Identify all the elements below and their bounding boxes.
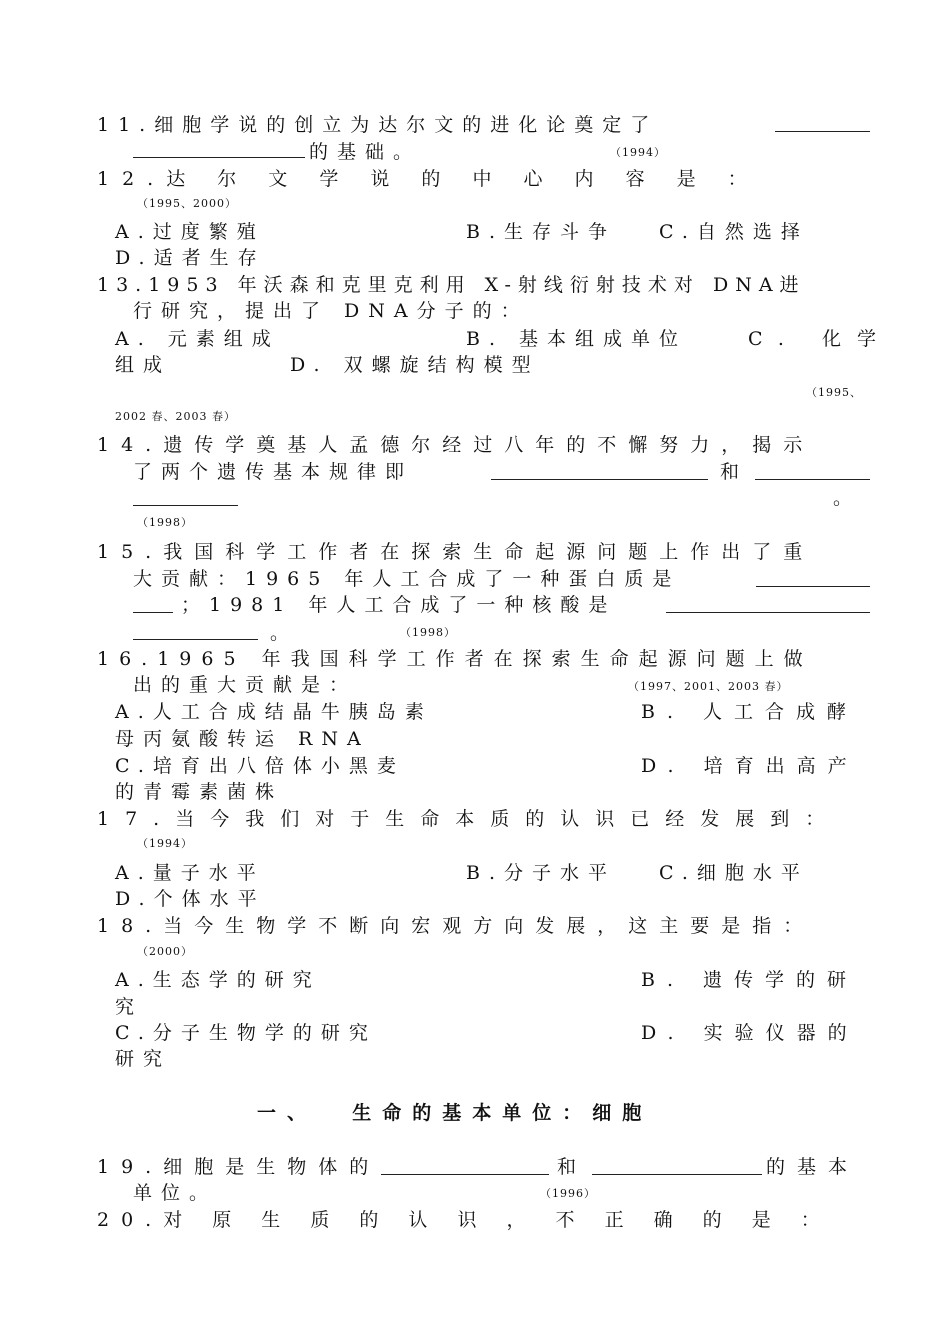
q19-blank-2 xyxy=(592,1174,762,1175)
q18-option-d-part1: D. 实验仪器的 xyxy=(641,1022,859,1044)
q11-line1: 11.细胞学说的创立为达尔文的进化论奠定了 xyxy=(97,114,659,136)
q18-year: （2000） xyxy=(137,945,193,958)
q11-blank-1 xyxy=(775,131,870,132)
q13-year-2: 2002 春、2003 春） xyxy=(115,410,236,423)
q14-line2: 了两个遗传基本规律即 xyxy=(133,461,414,483)
q15-blank-3 xyxy=(666,612,870,613)
q16-option-b-part1: B. 人工合成酵 xyxy=(641,701,859,723)
q16-year: （1997、2001、2003 春） xyxy=(628,680,789,693)
q12-option-b: B.生存斗争 xyxy=(466,221,617,243)
q17-option-d: D.个体水平 xyxy=(115,888,266,910)
q14-line1: 14.遗传学奠基人孟德尔经过八年的不懈努力，揭示 xyxy=(97,434,815,456)
q16-option-d-part2: 的青霉素菌株 xyxy=(115,781,284,803)
q12-year: （1995、2000） xyxy=(137,197,237,210)
q15-line1: 15.我国科学工作者在探索生命起源问题上作出了重 xyxy=(97,541,815,563)
q15-year: （1998） xyxy=(400,626,456,639)
q13-option-d: D. 双螺旋结构模型 xyxy=(290,354,540,376)
q18-option-b-part2: 究 xyxy=(115,996,144,1018)
q17-year: （1994） xyxy=(137,837,193,850)
q15-line3: ；1981 年人工合成了一种核酸是 xyxy=(181,594,617,616)
q13-option-a: A. 元素组成 xyxy=(115,328,280,350)
q14-blank-1 xyxy=(491,479,708,480)
q16-line2: 出的重大贡献是： xyxy=(133,674,358,696)
q14-year: （1998） xyxy=(137,516,193,529)
q11-line2: 的基础。 xyxy=(309,141,422,163)
q19-blank-1 xyxy=(381,1174,549,1175)
q12-option-d: D.适者生存 xyxy=(115,247,266,269)
q14-blank-3 xyxy=(133,505,238,506)
q14-end: 。 xyxy=(833,487,862,509)
q13-option-c-part2: 组成 xyxy=(115,354,172,376)
q19-line1-end: 的基本 xyxy=(766,1156,860,1178)
q18-option-b-part1: B. 遗传学的研 xyxy=(641,969,859,991)
q18-option-a: A.生态学的研究 xyxy=(115,969,321,991)
q18-option-c: C.分子生物学的研究 xyxy=(115,1022,377,1044)
q12-option-c: C.自然选择 xyxy=(659,221,809,243)
q14-blank-2 xyxy=(755,479,870,480)
q20-line1: 20.对 原 生 质 的 认 识 ， 不 正 确 的 是 ： xyxy=(97,1209,832,1231)
q13-year-1: （1995、 xyxy=(806,386,862,399)
q17-option-b: B.分子水平 xyxy=(466,862,617,884)
q15-blank-1 xyxy=(756,586,870,587)
q13-line1: 13.1953 年沃森和克里克利用 X-射线衍射技术对 DNA进 xyxy=(97,274,806,296)
q13-option-b: B. 基本组成单位 xyxy=(466,328,688,350)
q11-year: （1994） xyxy=(610,146,666,159)
q19-line1-start: 19.细胞是生物体的 xyxy=(97,1156,381,1178)
q19-year: （1996） xyxy=(540,1187,596,1200)
q17-line1: 17.当今我们对于生命本质的认识已经发展到： xyxy=(97,808,841,830)
q17-option-a: A.量子水平 xyxy=(115,862,265,884)
q16-option-a: A.人工合成结晶牛胰岛素 xyxy=(115,701,433,723)
q18-option-d-part2: 研究 xyxy=(115,1048,172,1070)
q16-option-b-part2: 母丙氨酸转运 RNA xyxy=(115,728,370,750)
q19-and: 和 xyxy=(557,1156,586,1178)
q17-option-c: C.细胞水平 xyxy=(659,862,809,884)
q15-line2: 大贡献：1965 年人工合成了一种蛋白质是 xyxy=(133,568,681,590)
q16-option-d-part1: D. 培育出高产 xyxy=(641,755,859,777)
q11-blank-2 xyxy=(133,157,305,158)
q12-line1: 12.达 尔 文 学 说 的 中 心 内 容 是 ： xyxy=(97,168,760,190)
q13-option-c-part1: C. 化学 xyxy=(748,328,892,350)
q13-line2: 行研究，提出了 DNA分子的： xyxy=(133,300,529,322)
q16-option-c: C.培育出八倍体小黑麦 xyxy=(115,755,405,777)
q15-end: 。 xyxy=(270,622,299,644)
q12-option-a: A.过度繁殖 xyxy=(115,221,265,243)
q19-line2: 单位。 xyxy=(133,1182,218,1204)
q18-line1: 18.当今生物学不断向宏观方向发展，这主要是指： xyxy=(97,915,815,937)
q15-blank-4 xyxy=(133,639,258,640)
q15-blank-2 xyxy=(133,612,173,613)
q16-line1: 16.1965 年我国科学工作者在探索生命起源问题上做 xyxy=(97,648,813,670)
section-heading: 一、 生命的基本单位：细胞 xyxy=(257,1102,653,1124)
q14-and: 和 xyxy=(720,461,749,483)
